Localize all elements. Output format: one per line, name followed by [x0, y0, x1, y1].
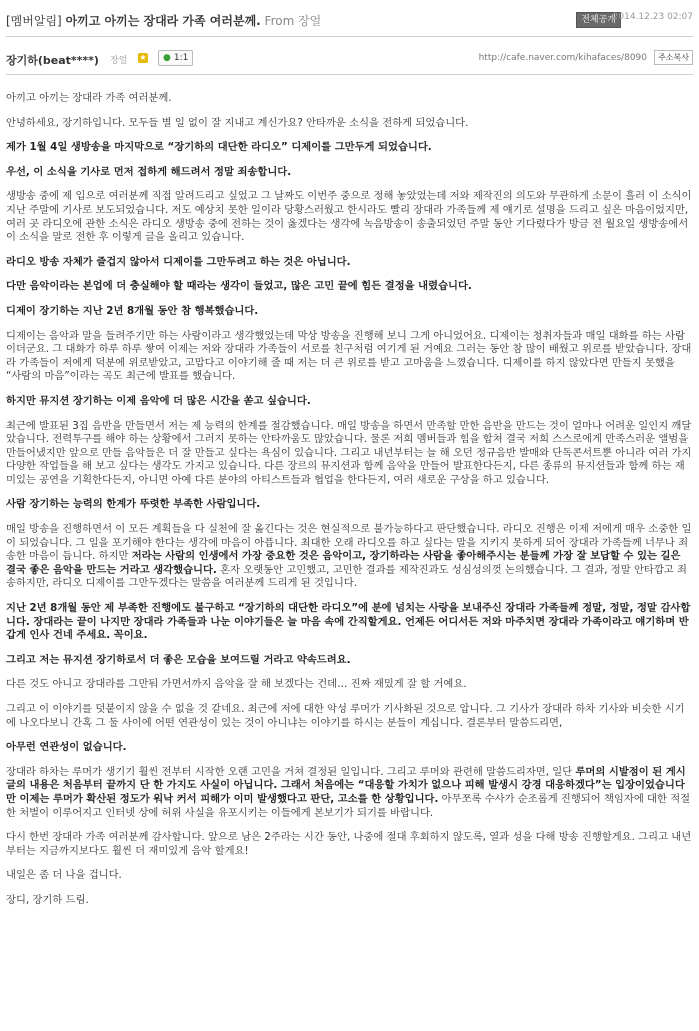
post-date: 2014.12.23 02:07 [612, 12, 693, 22]
paragraph-explanation: 생방송 중에 제 입으로 여러분께 직접 알려드리고 싶었고 그 날짜도 이번주 중으로 정해 놓았었는데 저와 제작진의 의도와 무관하게 소문이 흘러 이 소식이 지난 주말에 기사로 보도되었습니다. 저도 예상치 못한 일이라 당황스러웠고 한시라도 빨리 장대라 가족들께 제 얘기로 설명을 드리고 싶은 마음이었지만, 여러 곳 라디오에 관한 소식은 라디오 생방송 중에 전하는 것이 옳겠다는 생각에 녹음방송이 송출되었던 주말 동안 기다렸다가 방금 전 월요일 생방송에서 이 소식을 말로 전한 후 이렇게 글을 올리고 있습니다. [6, 190, 692, 244]
post-header [6, 6, 693, 40]
paragraph-rumor-detail [6, 766, 692, 820]
paragraph-reason-1: 라디오 방송 자체가 즐겁지 않아서 디제이를 그만두려고 하는 것은 아닙니다. [6, 255, 351, 268]
paragraph-thanks: 지난 2년 8개월 동안 제 부족한 진행에도 불구하고 “장기하의 대단한 라디오”에 분에 넘치는 사랑을 보내주신 장대라 가족들께 정말, 정말, 정말 감사합니다. 장대라는 끝이 나지만 장대라 가족들과 나눈 이야기들은 늘 마음 속에 간직할게요. 언제든 어디서든 저와 마주치면 장대라 가족이라고 얘기하며 반갑게 인사 건네 주세요. 꼭이요. [6, 602, 691, 642]
post-category[interactable]: [멤버알림] [6, 14, 62, 28]
header-divider [6, 36, 693, 37]
paragraph-announcement: 제가 1월 4일 생방송을 마지막으로 “장기하의 대단한 라디오” 디제이를 그만두게 되었습니다. [6, 141, 432, 154]
author-role: 장얼 [110, 56, 128, 66]
post-from-board[interactable]: From 장얼 [264, 14, 322, 28]
paragraph-no-relation: 아무런 연관성이 없습니다. [6, 741, 127, 754]
paragraph-musician-plans: 최근에 발표된 3집 음반을 만들면서 저는 제 능력의 한계를 절감했습니다. 매일 방송을 하면서 만족할 만한 음반을 만드는 것이 얼마나 어려운 일인지 깨달았습니다. 전력투구를 해야 하는 상황에서 그러지 못하는 안타까움도 많았습니다. 물론 저희 멤버들과 힘을 합쳐 결국 저희 스스로에게 만족스러운 앨범을 만들어냈지만 앞으로 만들 음악들은 더 잘 만들고 싶다는 욕심이 있습니다. 그리고 내년부터는 늘 해 오던 정규음반 발매와 단독콘서트뿐 아니라 여러 가지 다양한 작업들을 해 보고 싶다는 생각도 가지고 있습니다. 다른 장르의 뮤지션과 함께 음악을 만들어 발표한다든지, 다른 종류의 뮤지션들과 함께 하는 재미있는 공연을 기획한다든지, 아니면 아예 다른 분야의 아티스트들과 협업을 한다든지, 여러 새로운 구상을 하고 있습니다. [6, 419, 692, 486]
paragraph-decision [6, 523, 692, 591]
level-badge-icon: ★ [139, 53, 147, 62]
one-to-one-chat-button[interactable] [158, 50, 193, 66]
author-name[interactable]: 장기하(beat****) [6, 54, 99, 67]
paragraph-greeting-title: 아끼고 아끼는 장대라 가족 여러분께. [6, 92, 172, 104]
author-divider [6, 74, 693, 75]
chat-bubble-icon: ● [163, 53, 171, 63]
paragraph-musician-heading: 하지만 뮤지션 장기하는 이제 음악에 더 많은 시간을 쏟고 싶습니다. [6, 394, 311, 407]
paragraph-reason-2: 다만 음악이라는 본업에 더 충실해야 할 때라는 생각이 들었고, 많은 고민 끝에 힘든 결정을 내렸습니다. [6, 280, 472, 293]
paragraph-promise: 그리고 저는 뮤지션 장기하로서 더 좋은 모습을 보여드릴 거라고 약속드려요. [6, 653, 351, 666]
paragraph-dj-heading: 디제이 장기하는 지난 2년 8개월 동안 참 행복했습니다. [6, 304, 259, 317]
paragraph-signature: 장디, 장기하 드림. [6, 893, 89, 906]
paragraph-dj-story: 디제이는 음악과 말을 들려주기만 하는 사람이라고 생각했었는데 막상 방송을 진행해 보니 그게 아니었어요. 디제이는 청취자들과 매일 대화를 하는 사람이더군요. 그 대화가 하루 하루 쌓여 이제는 저와 장대라 가족들이 서로를 친구처럼 여기게 된 거예요 그러는 동안 참 많이 배웠고 위로를 받았습니다. 장대라 가족들이 저에게 덕분에 위로받았고, 고맙다고 이야기해 줄 때 저는 더 큰 위로를 받고 고마움을 느꼈습니다. 디제이를 하지 않았다면 만들지 못했을 “사람의 마음”이라는 곡도 최근에 발표를 했습니다. [6, 329, 692, 383]
rumor-text-2: 아무쪼록 수사가 순조롭게 진행되어 책임자에 대한 적절한 처벌이 이루어지고 인터넷 상에 허위 사실을 유포시키는 이들에게 본보기가 되기를 바랍니다. [6, 792, 691, 819]
paragraph-tomorrow: 내일은 좀 더 나을 겁니다. [6, 869, 122, 882]
author-bar [6, 50, 693, 68]
paragraph-greeting: 안녕하세요, 장기하입니다. 모두들 별 일 없이 잘 지내고 계신가요? 안타까운 소식을 전하게 되었습니다. [6, 116, 469, 129]
paragraph-apology: 우선, 이 소식을 기사로 먼저 접하게 해드려서 정말 죄송합니다. [6, 165, 292, 178]
post-title-line [6, 12, 321, 29]
visibility-badge: 전체공개 [576, 12, 621, 28]
paragraph-person-heading: 사람 장기하는 능력의 한계가 뚜렷한 부족한 사람입니다. [6, 498, 261, 511]
post-title: 아끼고 아끼는 장대라 가족 여러분께. [65, 14, 261, 28]
decision-text-bold: 저라는 사람의 인생에서 가장 중요한 것은 음악이고, 장기하라는 사람을 좋아해주시는 분들께 가장 잘 보답할 수 있는 길은 결국 좋은 음악을 만드는 거라고 생각했습니다. [6, 550, 681, 576]
post-url[interactable]: http://cafe.naver.com/kihafaces/8090 [478, 53, 647, 63]
paragraph-closing: 다시 한번 장대라 가족 여러분께 감사합니다. 앞으로 남은 2주라는 시간 동안, 나중에 절대 후회하지 않도록, 열과 성을 다해 방송 진행할게요. 그리고 내년부터는 지금까지보다도 훨씬 더 재미있게 음악 할게요! [6, 831, 692, 857]
post-body [6, 92, 692, 919]
decision-text-2: 혼자 오랫동안 고민했고, 고민한 결과를 제작진과도 성심성의껏 논의했습니다. 그 결과, 정말 안타깝고 죄송하지만, 라디오 디제이를 그만두겠다는 말씀을 여러분께 드리게 된 것입니다. [6, 563, 687, 590]
copy-url-button[interactable]: 주소복사 [654, 50, 693, 65]
rumor-text-bold: 루머의 시발점이 된 게시글의 내용은 처음부터 끝까지 단 한 가지도 사실이 아닙니다. 그래서 처음에는 “대응할 가치가 없으나 피해 발생시 강경 대응하겠다”는 입장이었습니다만 이제는 루머가 확산된 정도가 워낙 커서 피해가 이미 발생했다고 판단, 고소를 한 상황입니다. [6, 765, 686, 805]
chat-button-label: 1:1 [173, 53, 189, 63]
paragraph-rumor-intro: 그리고 이 이야기를 덧붙이지 않을 수 없을 것 같네요. 최근에 저에 대한 악성 루머가 기사화된 것으로 압니다. 그 기사가 장대라 하차 기사와 비슷한 시기에 나오다보니 간혹 그 둘 사이에 어떤 연관성이 있는 것이 아니냐는 이야기를 하시는 분들이 계십니다. 결론부터 말씀드리면, [6, 703, 685, 729]
paragraph-promise-detail: 다른 것도 아니고 장대라를 그만둬 가면서까지 음악을 잘 해 보겠다는 건데… 진짜 재밌게 잘 할 거예요. [6, 678, 467, 691]
rumor-text-1: 장대라 하차는 루머가 생기기 훨씬 전부터 시작한 오랜 고민을 거쳐 결정된 일입니다. 그리고 루머와 관련해 말씀드리자면, 일단 [6, 765, 576, 778]
decision-text-1: 매일 방송을 진행하면서 이 모든 계획들을 다 실천에 잘 옮긴다는 것은 현실적으로 불가능하다고 판단했습니다. 라디오 진행은 이제 저에게 매우 소중한 일이 되었습니다. 그 일을 포기해야 한다는 생각에 마음이 아픕니다. 최대한 오래 라디오를 하고 싶다는 말을 지키지 못하게 되어 장대라 가족들께 너무나 죄송한 마음이 듭니다. 하지만 [6, 523, 692, 563]
